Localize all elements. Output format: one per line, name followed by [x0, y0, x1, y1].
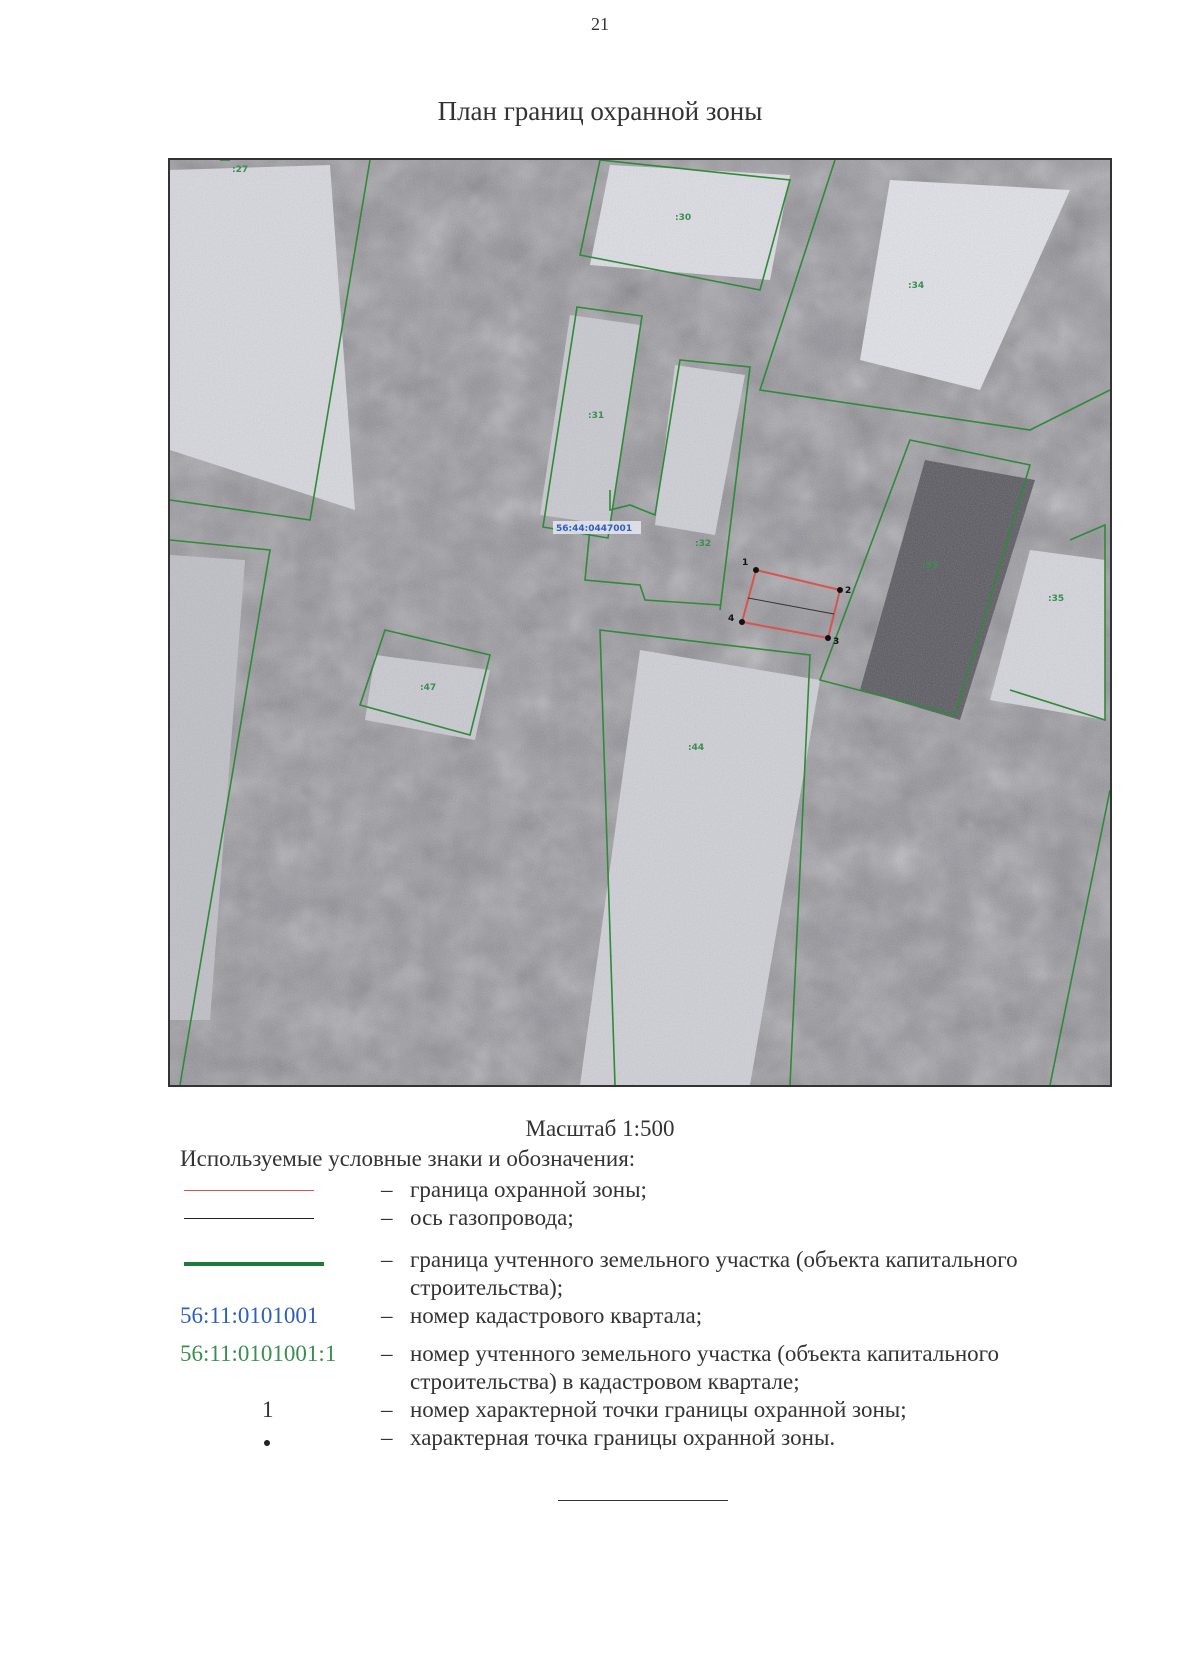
page-number: 21 [591, 14, 609, 34]
legend-symbol: 56:11:0101001:1 [180, 1341, 337, 1366]
black-line-icon [184, 1218, 314, 1219]
zone-point [825, 635, 831, 641]
legend-dash: – [381, 1303, 393, 1328]
point-label: 1 [742, 558, 749, 568]
point-label: 3 [833, 637, 840, 647]
parcel-label: :35 [1048, 594, 1065, 604]
point-label: 4 [728, 614, 735, 624]
legend-description: граница охранной зоны; [410, 1177, 647, 1202]
parcel-label: :44 [688, 743, 705, 753]
parcel-label: :30 [675, 213, 692, 223]
map-canvas [170, 160, 1110, 1085]
legend-dash: – [381, 1177, 393, 1202]
legend-dash: – [381, 1341, 393, 1366]
parcel-label: :31 [588, 411, 605, 421]
legend-description: номер характерной точки границы охранной зоны; [410, 1397, 907, 1422]
parcel-label: :34 [908, 281, 925, 291]
legend-dash: – [381, 1397, 393, 1422]
zone-point [753, 567, 759, 573]
legend-dash: – [381, 1205, 393, 1230]
page-title: План границ охранной зоны [437, 96, 763, 126]
legend-description: ось газопровода; [410, 1205, 574, 1230]
quarter-label: 56:44:0447001 [556, 524, 633, 534]
cadastral-map [168, 158, 1112, 1087]
legend-description: номер учтенного земельного участка (объекта капитального строительства) в кадастровом квартале; [410, 1341, 999, 1394]
legend-symbol: 1 [262, 1397, 274, 1422]
point-dot-icon [264, 1440, 270, 1446]
legend-description: граница учтенного земельного участка (объекта капитального строительства); [410, 1247, 1018, 1300]
legend-description: характерная точка границы охранной зоны. [410, 1425, 836, 1450]
legend-title: Используемые условные знаки и обозначения: [180, 1146, 636, 1171]
legend-symbol: 56:11:0101001 [180, 1303, 319, 1328]
green-line-icon [184, 1262, 324, 1266]
parcel-label: :33 [922, 561, 939, 571]
zone-point [837, 587, 843, 593]
map-scale: Масштаб 1:500 [525, 1116, 675, 1141]
parcel-label: :32 [695, 539, 712, 549]
legend-description: номер кадастрового квартала; [410, 1303, 703, 1328]
parcel-label: :27 [232, 165, 249, 175]
legend-dash: – [381, 1247, 393, 1272]
end-divider [558, 1500, 728, 1501]
red-line-icon [184, 1190, 314, 1191]
zone-point [739, 619, 745, 625]
parcel-label: :47 [420, 683, 437, 693]
legend-dash: – [381, 1425, 393, 1450]
photo-grain [170, 160, 1110, 1085]
point-label: 2 [845, 586, 852, 596]
